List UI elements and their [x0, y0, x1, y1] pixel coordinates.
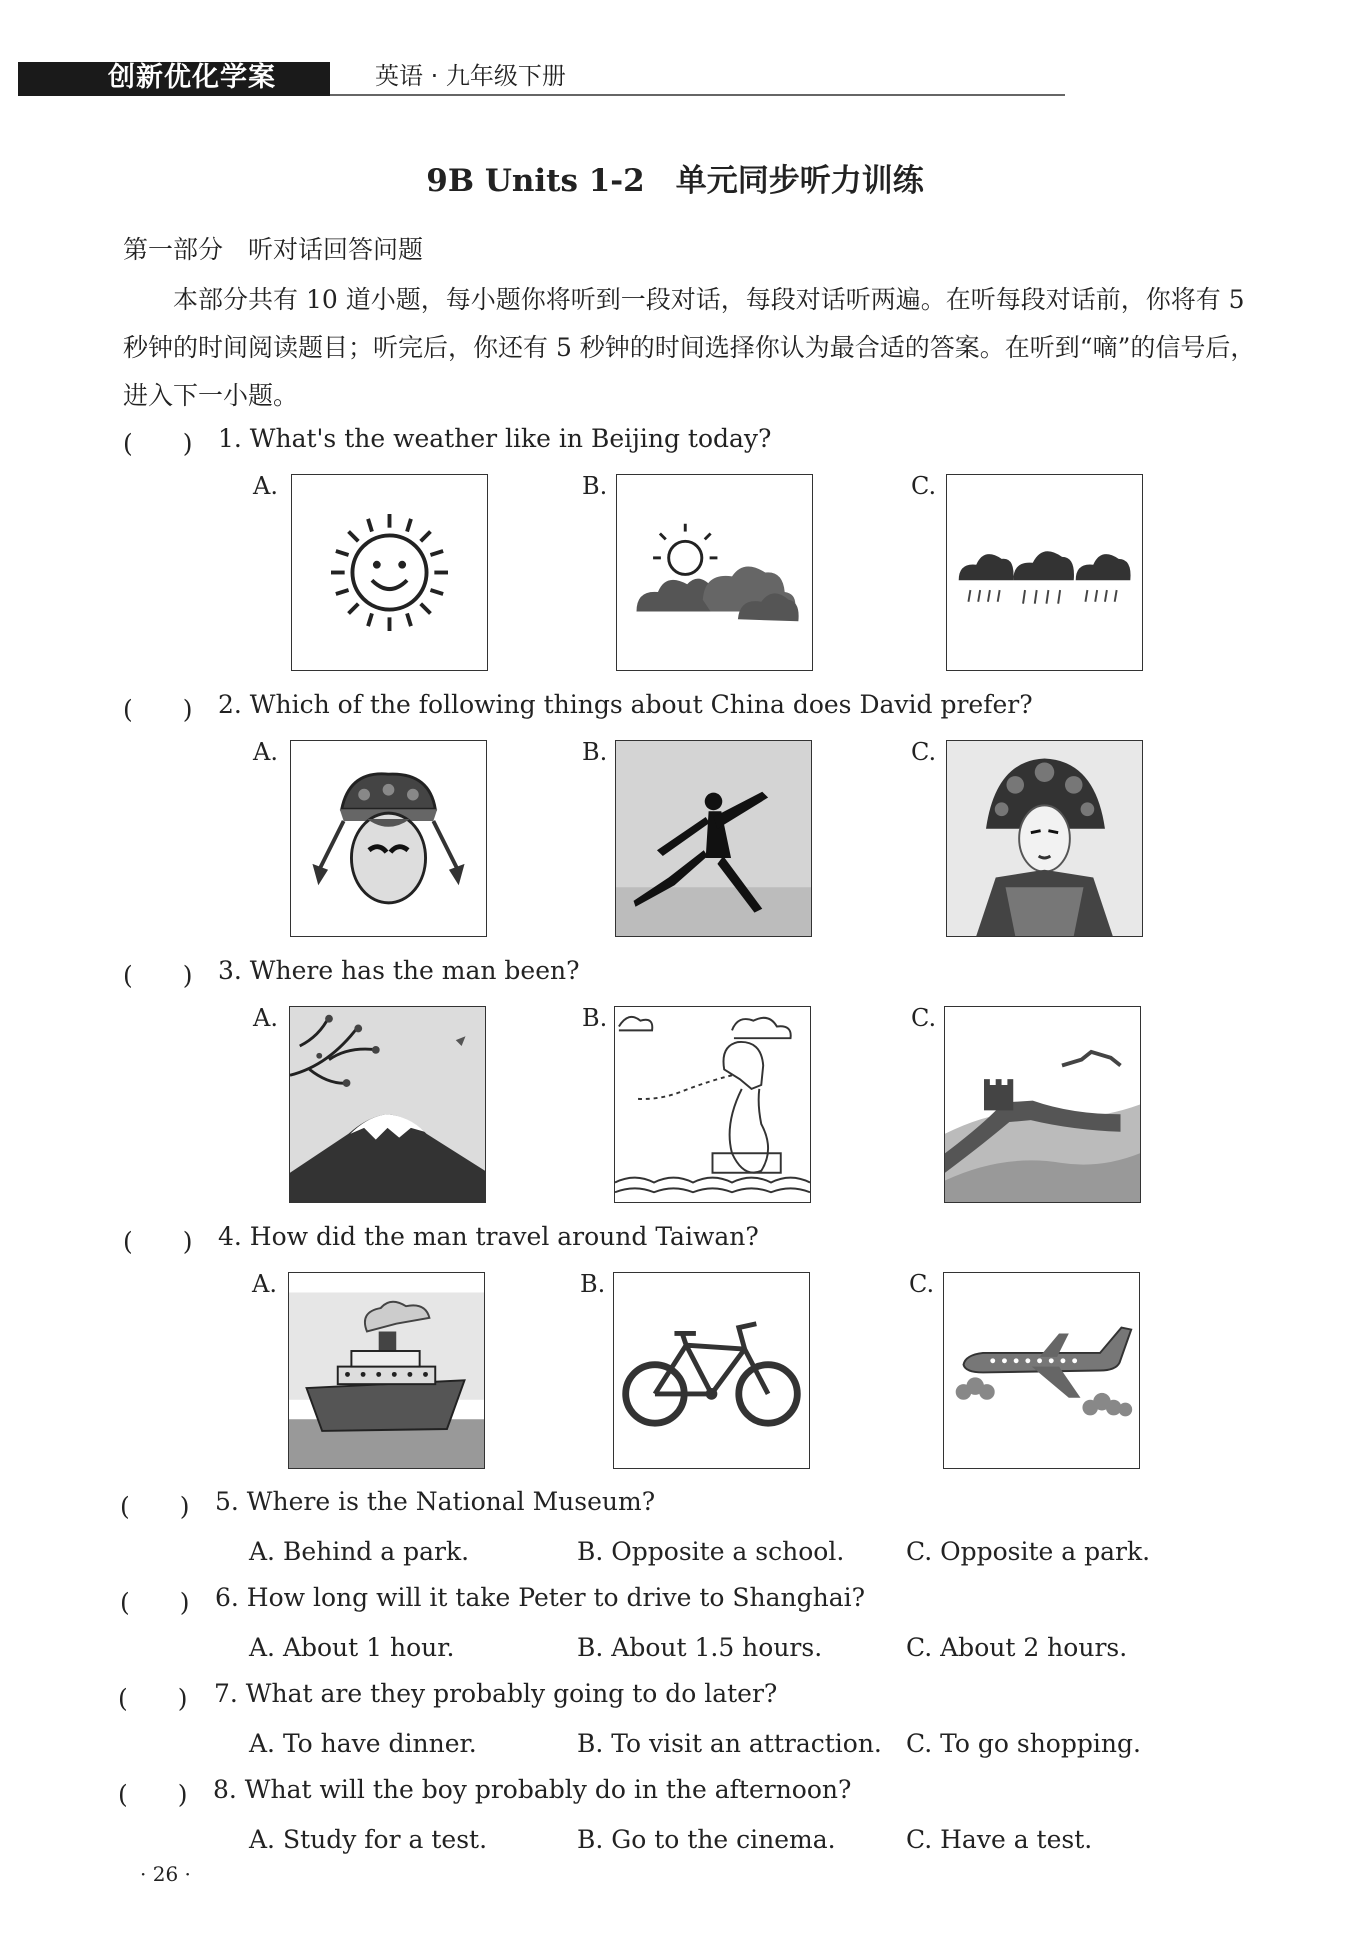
partly-cloudy-icon: [617, 475, 812, 670]
answer-blank[interactable]: ( ): [123, 961, 193, 990]
option-a[interactable]: A. Study for a test.: [249, 1825, 488, 1854]
answer-blank[interactable]: ( ): [120, 1492, 190, 1521]
option-c[interactable]: C. Opposite a park.: [906, 1537, 1151, 1566]
option-c[interactable]: C. About 2 hours.: [906, 1633, 1128, 1662]
merlion-picture: [615, 1007, 810, 1202]
option-label: C.: [911, 738, 937, 766]
option-label: A.: [253, 738, 278, 766]
question-text: 3. Where has the man been?: [218, 956, 580, 985]
question-text: 2. Which of the following things about China does David prefer?: [218, 690, 1033, 719]
rain-icon: [947, 475, 1142, 670]
option-c[interactable]: C. To go shopping.: [906, 1729, 1141, 1758]
option-label: C.: [909, 1270, 935, 1298]
answer-blank[interactable]: ( ): [123, 1227, 193, 1256]
section-instructions: 本部分共有 10 道小题，每小题你将听到一段对话，每段对话听两遍。在听每段对话前，你将有 5 秒钟的时间阅读题目；听完后，你还有 5 秒钟的时间选择你认为最合适的答案。在听到“嘀”的信号后，进入下一小题。: [123, 285, 1256, 410]
option-picture-b[interactable]: [615, 740, 812, 937]
peking-opera-picture: [947, 741, 1142, 936]
option-picture-c[interactable]: [946, 740, 1143, 937]
option-c[interactable]: C. Have a test.: [906, 1825, 1093, 1854]
option-label: B.: [582, 1004, 608, 1032]
option-picture-b[interactable]: [613, 1272, 810, 1469]
header-subject: 英语 · 九年级下册: [375, 62, 566, 90]
question-text: 7. What are they probably going to do later?: [214, 1679, 778, 1708]
option-picture-b[interactable]: [614, 1006, 811, 1203]
option-b[interactable]: B. About 1.5 hours.: [577, 1633, 823, 1662]
answer-blank[interactable]: ( ): [120, 1588, 190, 1617]
option-a[interactable]: A. About 1 hour.: [249, 1633, 455, 1662]
answer-blank[interactable]: ( ): [118, 1684, 188, 1713]
option-picture-a[interactable]: [290, 740, 487, 937]
answer-blank[interactable]: ( ): [118, 1780, 188, 1809]
option-picture-c[interactable]: [943, 1272, 1140, 1469]
option-label: B.: [582, 472, 608, 500]
option-label: C.: [911, 1004, 937, 1032]
answer-blank[interactable]: ( ): [123, 695, 193, 724]
option-picture-a[interactable]: [291, 474, 488, 671]
option-picture-a[interactable]: [289, 1006, 486, 1203]
bicycle-icon: [614, 1273, 809, 1468]
page-title: 9B Units 1-2 单元同步听力训练: [426, 163, 924, 199]
question-text: 5. Where is the National Museum?: [215, 1487, 656, 1516]
option-a[interactable]: A. Behind a park.: [249, 1537, 470, 1566]
option-label: A.: [253, 472, 278, 500]
option-picture-a[interactable]: [288, 1272, 485, 1469]
header-brand: 创新优化学案: [108, 62, 276, 93]
option-b[interactable]: B. Opposite a school.: [577, 1537, 845, 1566]
section-heading: 第一部分 听对话回答问题: [123, 235, 424, 264]
question-text: 1. What's the weather like in Beijing today?: [218, 424, 772, 453]
great-wall-picture: [945, 1007, 1140, 1202]
option-picture-c[interactable]: [944, 1006, 1141, 1203]
option-label: A.: [252, 1270, 277, 1298]
option-b[interactable]: B. To visit an attraction.: [577, 1729, 882, 1758]
option-label: C.: [911, 472, 937, 500]
header-divider: [330, 94, 1065, 96]
sunny-icon: [292, 475, 487, 670]
option-label: B.: [580, 1270, 606, 1298]
page-number: · 26 ·: [140, 1862, 191, 1886]
option-a[interactable]: A. To have dinner.: [249, 1729, 477, 1758]
option-label: A.: [253, 1004, 278, 1032]
opera-mask-picture: [291, 741, 486, 936]
mount-fuji-picture: [290, 1007, 485, 1202]
ship-icon: [289, 1273, 484, 1468]
option-label: B.: [582, 738, 608, 766]
question-text: 4. How did the man travel around Taiwan?: [218, 1222, 759, 1251]
option-picture-c[interactable]: [946, 474, 1143, 671]
question-text: 6. How long will it take Peter to drive to Shanghai?: [215, 1583, 866, 1612]
airplane-icon: [944, 1273, 1139, 1468]
question-text: 8. What will the boy probably do in the afternoon?: [213, 1775, 852, 1804]
answer-blank[interactable]: ( ): [123, 429, 193, 458]
option-b[interactable]: B. Go to the cinema.: [577, 1825, 836, 1854]
kungfu-picture: [616, 741, 811, 936]
option-picture-b[interactable]: [616, 474, 813, 671]
